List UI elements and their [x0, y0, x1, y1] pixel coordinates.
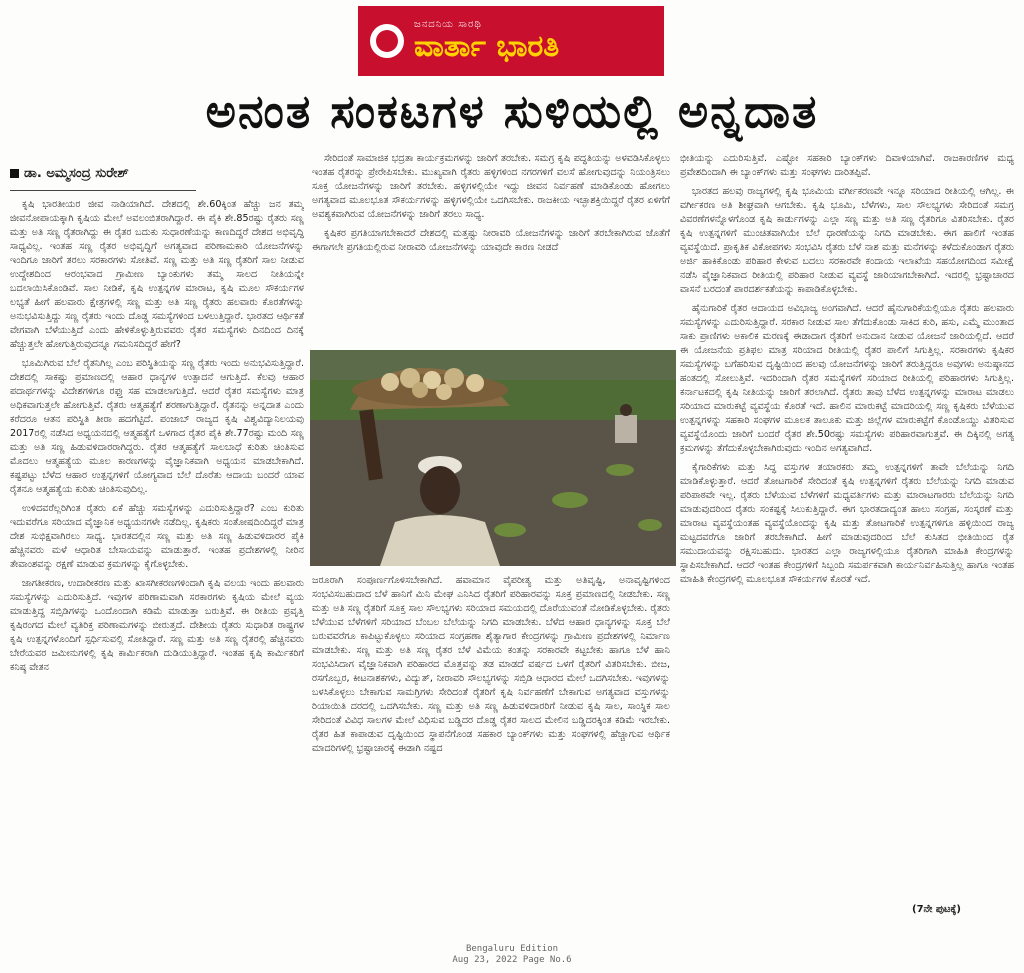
article-headline: ಅನಂತ ಸಂಕಟಗಳ ಸುಳಿಯಲ್ಲಿ ಅನ್ನದಾತ: [205, 84, 819, 138]
newspaper-logo-icon: [370, 24, 404, 58]
byline-bullet-icon: [10, 169, 19, 178]
author-name: ಡಾ. ಅಮ್ಮಸಂದ್ರ ಸುರೇಶ್: [24, 166, 129, 181]
paragraph: ಭೂಮಿಗಿರುವ ಬೆಲೆ ರೈತನಿಗಿಲ್ಲ ಎಂಬ ಪರಿಸ್ಥಿತಿಯನ್ನು ಸಣ್ಣ ರೈತರು ಇಂದು ಅನುಭವಿಸುತ್ತಿದ್ದಾರೆ. ದೇಶದಲ್ಲಿ ಸಾಕಷ್ಟು ಪ್ರಮಾಣದಲ್ಲಿ ಆಹಾರ ಧಾನ್ಯಗಳ ಉತ್ಪಾದನೆ ಆಗುತ್ತಿದೆ. ಕೆಲವು ಆಹಾರ ಪದಾರ್ಥಗಳನ್ನು ವಿದೇಶಗಳಿಗೂ ರಫ್ತು ಸಹ ಮಾಡಲಾಗುತ್ತಿದೆ. ಆದರೆ ರೈತರ ಸಮಸ್ಯೆಗಳು ಮಾತ್ರ ಅಧಿಕವಾಗುತ್ತಲೇ ಹೋಗುತ್ತಿವೆ. ರೈತರು ಆತ್ಮಹತ್ಯೆಗೆ ಶರಣಾಗುತ್ತಿದ್ದಾರೆ. ರೈತನನ್ನು ಅನ್ನದಾತ ಎಂದು ಕರೆದರೂ ಆತನ ಪರಿಸ್ಥಿತಿ ತೀರಾ ಹದಗೆಟ್ಟಿದೆ. ಪಂಜಾಬ್ ರಾಜ್ಯದ ಕೃಷಿ ವಿಶ್ವವಿದ್ಯಾನಿಲಯವು 2017ರಲ್ಲಿ ನಡೆಸಿದ ಅಧ್ಯಯನದಲ್ಲಿ ಆತ್ಮಹತ್ಯೆಗೆ ಒಳಗಾದ ರೈತರ ಪೈಕಿ ಶೇ.77ರಷ್ಟು ಮಂದಿ ಸಣ್ಣ ಮತ್ತು ಅತಿ ಸಣ್ಣ ಹಿಡುವಳಿದಾರರಾಗಿದ್ದರು. ರೈತರ ಆತ್ಮಹತ್ಯೆಗೆ ಸಾಲಬಾಧೆ ಕುರಿತು ಚಿಂತಿಸುವ ಮೊದಲು ಆತ್ಮಹತ್ಯೆಯ ಮೂಲ ಕಾರಣಗಳನ್ನು ವೈಜ್ಞಾನಿಕವಾಗಿ ಅಧ್ಯಯನ ಮಾಡಬೇಕಾಗಿದೆ. ಕಷ್ಟಪಟ್ಟು ಬೆಳೆದ ಆಹಾರ ಉತ್ಪನ್ನಗಳಿಗೆ ಯೋಗ್ಯವಾದ ಬೆಲೆ ದೊರೆತು ಆದಾಯ ಬಂದರೆ ಯಾವ ರೈತನೂ ಆತ್ಮಹತ್ಯೆಯ ಕುರಿತು ಚಿಂತಿಸುವುದಿಲ್ಲ.: [10, 358, 304, 495]
paragraph: ಭಾರತದ ಹಲವು ರಾಜ್ಯಗಳಲ್ಲಿ ಕೃಷಿ ಭೂಮಿಯ ವರ್ಗೀಕರಣವೇ ಇನ್ನೂ ಸರಿಯಾದ ರೀತಿಯಲ್ಲಿ ಆಗಿಲ್ಲ. ಈ ವರ್ಗೀಕರಣ ಅತಿ ಶೀಘ್ರವಾಗಿ ಆಗಬೇಕು. ಕೃಷಿ ಭೂಮಿ, ಬೆಳೆಗಳು, ಸಾಲ ಸೌಲಭ್ಯಗಳು ಸೇರಿದಂತೆ ಸಮಗ್ರ ವಿವರಣೆಗಳನ್ನೊಳಗೊಂಡ ಕೃಷಿ ಕಾರ್ಡುಗಳನ್ನು ಎಲ್ಲಾ ಸಣ್ಣ ಮತ್ತು ಅತಿ ಸಣ್ಣ ರೈತರಿಗೂ ವಿತರಿಸಬೇಕು. ರೈತರ ಕೃಷಿ ಉತ್ಪನ್ನಗಳಿಗೆ ಮುಂಚಿತವಾಗಿಯೇ ಬೆಲೆ ಧಾರಣೆಯನ್ನು ನಿಗದಿ ಮಾಡಬೇಕು. ಈಗ ಹಾಲಿಗೆ ಇಂತಹ ವ್ಯವಸ್ಥೆಯಿದೆ. ಪ್ರಾಕೃತಿಕ ವಿಕೋಪಗಳು ಸಂಭವಿಸಿ ರೈತರು ಬೆಳೆ ನಾಶ ಮತ್ತು ಮನೆಗಳನ್ನು ಕಳೆದುಕೊಂಡಾಗ ರೈತರು ಅರ್ಜಿ ಹಾಕಿಕೊಂಡು ಪರಿಹಾರ ಕೇಳುವ ಬದಲು ಸರಕಾರವೇ ಕಂದಾಯ ಇಲಾಖೆಯ ಸಹಯೋಗದಿಂದ ಸಮೀಕ್ಷೆ ನಡೆಸಿ ವೈಜ್ಞಾನಿಕವಾದ ರೀತಿಯಲ್ಲಿ ಪರಿಹಾರ ನೀಡುವ ವ್ಯವಸ್ಥೆ ಜಾರಿಯಾಗಬೇಕಾಗಿದೆ. ಇದರಲ್ಲಿ ಭ್ರಷ್ಟಾಚಾರದ ವಾಸನೆ ಬರದಂತೆ ಪಾರದರ್ಶಕತೆಯನ್ನು ಕಾಪಾಡಿಕೊಳ್ಳಬೇಕು.: [680, 186, 1014, 295]
article-column-middle-top: [312, 152, 670, 348]
edition-label: Bengaluru Edition: [465, 944, 559, 954]
farmer-carrying-basket-image: [310, 350, 676, 566]
masthead-tagline: ಜನದನಿಯ ಸಾರಥಿ: [414, 18, 482, 30]
paragraph: ಕೃಷಿಕರ ಪ್ರಗತಿಯಾಗಬೇಕಾದರೆ ದೇಶದಲ್ಲಿ ಮತ್ತಷ್ಟು ನೀರಾವರಿ ಯೋಜನೆಗಳನ್ನು ಜಾರಿಗೆ ತರಬೇಕಾಗಿರುವ ಜೊತೆಗೆ ಈಗಾಗಲೇ ಪ್ರಗತಿಯಲ್ಲಿರುವ ನೀರಾವರಿ ಯೋಜನೆಗಳನ್ನು ಯಾವುದೇ ಕಾರಣ ನೀಡದೆ: [312, 228, 670, 253]
paragraph: ಉಳಿದವರೆಲ್ಲರಿಗಿಂತ ರೈತರು ಏಕೆ ಹೆಚ್ಚು ಸಮಸ್ಯೆಗಳನ್ನು ಎದುರಿಸುತ್ತಿದ್ದಾರೆ? ಎಂಬ ಕುರಿತು ಇದುವರೆಗೂ ಸರಿಯಾದ ವೈಜ್ಞಾನಿಕ ಅಧ್ಯಯನಗಳೇ ನಡೆದಿಲ್ಲ. ಕೃಷಿಕರು ಸಂತೋಷದಿಂದಿದ್ದರೆ ಮಾತ್ರ ದೇಶ ಸುಭಿಕ್ಷವಾಗಿರಲು ಸಾಧ್ಯ. ಭಾರತದಲ್ಲಿನ ಸಣ್ಣ ಮತ್ತು ಅತಿ ಸಣ್ಣ ಹಿಡುವಳಿದಾರರ ಪೈಕಿ ಹೆಚ್ಚಿನವರು ಮಳೆ ಆಧಾರಿತ ಬೇಸಾಯವನ್ನು ಮಾಡುತ್ತಾರೆ. ಇಂತಹ ಪ್ರದೇಶಗಳಲ್ಲಿ ನೀರಿನ ತೇವಾಂಶವನ್ನು ರಕ್ಷಣೆ ಮಾಡುವ ಕ್ರಮಗಳನ್ನು ಕೈಗೊಳ್ಳಬೇಕು.: [10, 503, 304, 570]
paragraph: ಕೈಗಾರಿಕೆಗಳು ಮತ್ತು ಸಿದ್ಧ ವಸ್ತುಗಳ ತಯಾರಕರು ತಮ್ಮ ಉತ್ಪನ್ನಗಳಿಗೆ ತಾವೇ ಬೆಲೆಯನ್ನು ನಿಗದಿ ಮಾಡಿಕೊಳ್ಳುತ್ತಾರೆ. ಆದರೆ ತೋಟಗಾರಿಕೆ ಸೇರಿದಂತೆ ಕೃಷಿ ಉತ್ಪನ್ನಗಳಿಗೆ ರೈತರು ಬೆಲೆಯನ್ನು ನಿಗದಿ ಮಾಡುವ ಪರಿಪಾಠವೇ ಇಲ್ಲ. ರೈತರು ಬೆಳೆಯುವ ಬೆಳೆಗಳಿಗೆ ಮಧ್ಯವರ್ತಿಗಳು ಮತ್ತು ಮಾರಾಟಗಾರರು ಬೆಲೆಯನ್ನು ನಿಗದಿ ಮಾಡುವುದರಿಂದ ರೈತರು ಸಂಕಷ್ಟಕ್ಕೆ ಸಿಲುಕುತ್ತಿದ್ದಾರೆ. ಈಗ ಭಾರತದಾದ್ಯಂತ ಹಾಲು ಸಂಗ್ರಹ, ಸಂಸ್ಕರಣೆ ಮತ್ತು ಮಾರಾಟ ವ್ಯವಸ್ಥೆಯಂತಹ ವ್ಯವಸ್ಥೆಯೊಂದನ್ನು ಕೃಷಿ ಮತ್ತು ತೋಟಗಾರಿಕೆ ಉತ್ಪನ್ನಗಳಿಗೂ ಹಳ್ಳಿಯಿಂದ ರಾಜ್ಯ ಮಟ್ಟದವರೆಗೂ ಜಾರಿಗೆ ತರಬೇಕಾಗಿದೆ. ಹೀಗೆ ಮಾಡುವುದರಿಂದ ಬೆಲೆ ಕುಸಿತದ ಭೀತಿಯಿಂದ ರೈತ ಸಮುದಾಯವನ್ನು ರಕ್ಷಿಸಬಹುದು. ಭಾರತದ ಎಲ್ಲಾ ರಾಜ್ಯಗಳಲ್ಲಿಯೂ ರೈತರಿಗಾಗಿ ಮಾಹಿತಿ ಕೇಂದ್ರಗಳನ್ನು ಸ್ಥಾಪಿಸಬೇಕಾಗಿದೆ. ಆದರೆ ಇಂತಹ ಕೇಂದ್ರಗಳಿಗೆ ಸಿಬ್ಬಂದಿ ಸಮರ್ಪಕವಾಗಿ ಕಾರ್ಯನಿರ್ವಹಿಸುತ್ತಿಲ್ಲ ಹಾಗೂ ಇಂತಹ ಮಾಹಿತಿ ಕೇಂದ್ರಗಳಲ್ಲಿ ಮೂಲಭೂತ ಸೌಕರ್ಯಗಳ ಕೊರತೆ ಇದೆ.: [680, 462, 1014, 585]
paragraph: ಜರೂರಾಗಿ ಸಂಪೂರ್ಣಗೊಳಿಸಬೇಕಾಗಿದೆ. ಹವಾಮಾನ ವೈಪರೀತ್ಯ ಮತ್ತು ಅತಿವೃಷ್ಟಿ, ಅನಾವೃಷ್ಟಿಗಳಿಂದ ಸಂಭವಿಸಬಹುದಾದ ಬೆಳೆ ಹಾನಿಗೆ ಮಿನಿ ಮೇಘ ಎನಿಸಿದ ರೈತರಿಗೆ ಪರಿಹಾರವನ್ನು ಸೂಕ್ತ ಪ್ರಮಾಣದಲ್ಲಿ ನೀಡಬೇಕು. ಸಣ್ಣ ಮತ್ತು ಅತಿ ಸಣ್ಣ ರೈತರಿಗೆ ಸೂಕ್ತ ಸಾಲ ಸೌಲಭ್ಯಗಳು ಸರಿಯಾದ ಸಮಯದಲ್ಲಿ ದೊರೆಯುವಂತೆ ನೋಡಿಕೊಳ್ಳಬೇಕು. ರೈತರು ಬೆಳೆಯುವ ಬೆಳೆಗಳಿಗೆ ಸರಿಯಾದ ಬೆಂಬಲ ಬೆಲೆಯನ್ನು ನಿಗದಿ ಮಾಡಬೇಕು. ಬೆಳೆದ ಆಹಾರ ಧಾನ್ಯಗಳನ್ನು ಸೂಕ್ತ ಬೆಲೆ ಬರುವವರೆಗೂ ಕಾಪಿಟ್ಟುಕೊಳ್ಳಲು ಸರಿಯಾದ ಸಂಗ್ರಹಣಾ ಶೈತ್ಯಾಗಾರ ಕೇಂದ್ರಗಳನ್ನು ಗ್ರಾಮೀಣ ಪ್ರದೇಶಗಳಲ್ಲಿ ನಿರ್ಮಾಣ ಮಾಡಬೇಕು. ಸಣ್ಣ ಮತ್ತು ಅತಿ ಸಣ್ಣ ರೈತರ ಬೆಳೆ ವಿಮೆಯ ಕಂತನ್ನು ಸರಕಾರವೇ ಕಟ್ಟಬೇಕು ಹಾಗೂ ಬೆಳೆ ಹಾನಿ ಸಂಭವಿಸಿದಾಗ ವೈಜ್ಞಾನಿಕವಾಗಿ ಪರಿಹಾರದ ಮೊತ್ತವನ್ನು ತಡ ಮಾಡದೆ ವರ್ಷದ ಒಳಗೆ ರೈತರಿಗೆ ವಿತರಿಸಬೇಕು. ಬೀಜ, ರಸಗೊಬ್ಬರ, ಕೀಟನಾಶಕಗಳು, ವಿದ್ಯುತ್, ನೀರಾವರಿ ಸೌಲಭ್ಯಗಳನ್ನು ಸಬ್ಸಿಡಿ ಆಧಾರದ ಮೇಲೆ ಒದಗಿಸಬೇಕು. ಇವುಗಳನ್ನು ಬಳಸಿಕೊಳ್ಳಲು ಬೇಕಾಗುವ ಸಾಮಗ್ರಿಗಳು ಸೇರಿದಂತೆ ರೈತರಿಗೆ ಕೃಷಿ ನಿರ್ವಹಣೆಗೆ ಬೇಕಾಗುವ ಅಗತ್ಯವಾದ ವಸ್ತುಗಳನ್ನು ರಿಯಾಯಿತಿ ದರದಲ್ಲಿ ಒದಗಿಸಬೇಕು. ಸಣ್ಣ ಮತ್ತು ಅತಿ ಸಣ್ಣ ಹಿಡುವಳಿದಾರರಿಗೆ ನೀಡುವ ಕೃಷಿ ಸಾಲ, ಸಾಂಸ್ಥಿಕ ಸಾಲ ಸೇರಿದಂತೆ ವಿವಿಧ ಸಾಲಗಳ ಮೇಲೆ ವಿಧಿಸುವ ಬಡ್ಡಿದರ ದೊಡ್ಡ ರೈತರ ಸಾಲದ ಮೇಲಿನ ಬಡ್ಡಿದರಕ್ಕಿಂತ ಕಡಿಮೆ ಇರಬೇಕು. ರೈತರ ಹಿತ ಕಾಪಾಡುವ ದೃಷ್ಟಿಯಿಂದ ಸ್ಥಾಪನೆಗೊಂಡ ಸಹಕಾರ ಬ್ಯಾಂಕ್‌ಗಳು ಮತ್ತು ಸಂಘಗಳಲ್ಲಿ ಹೆಚ್ಚಾಗುವ ಆರ್ಥಿಕ ಮಾದರಿಗಳಲ್ಲಿ ಭ್ರಷ್ಟಾಚಾರಕ್ಕೆ ಈಡಾಗಿ ನಷ್ಟದ: [312, 575, 670, 754]
continuation-note: (7ನೇ ಪುಟಕ್ಕೆ): [912, 904, 961, 915]
article-column-right: [680, 152, 1014, 900]
byline-divider: [10, 190, 196, 191]
page-footer: [0, 944, 1024, 966]
newspaper-title: ವಾರ್ತಾ ಭಾರತಿ: [414, 28, 560, 64]
article-column-middle-bottom: [312, 574, 670, 942]
paragraph: ಹೈನುಗಾರಿಕೆ ರೈತರ ಆದಾಯದ ಅವಿಭಾಜ್ಯ ಅಂಗವಾಗಿದೆ. ಆದರೆ ಹೈನುಗಾರಿಕೆಯಲ್ಲಿಯೂ ರೈತರು ಹಲವಾರು ಸಮಸ್ಯೆಗಳನ್ನು ಎದುರಿಸುತ್ತಿದ್ದಾರೆ. ಸರಕಾರ ನೀಡುವ ಸಾಲ ತೆಗೆದುಕೊಂಡು ಸಾಕಿದ ಕುರಿ, ಹಸು, ಎಮ್ಮೆ ಮುಂತಾದ ಸಾಕು ಪ್ರಾಣಿಗಳು ಅಕಾಲಿಕ ಮರಣಕ್ಕೆ ಈಡಾದಾಗ ರೈತರಿಗೆ ಅನುದಾನ ನೀಡುವ ಯೋಜನೆ ಜಾರಿಯಲ್ಲಿದೆ. ಆದರೆ ಈ ಯೋಜನೆಯ ಪ್ರತಿಫಲ ಮಾತ್ರ ಸರಿಯಾದ ರೀತಿಯಲ್ಲಿ ರೈತರ ಪಾಲಿಗೆ ಸಿಗುತ್ತಿಲ್ಲ. ಸರಕಾರಗಳು ಕೃಷಿಕರ ಸಮಸ್ಯೆಗಳನ್ನು ಬಗೆಹರಿಸುವ ದೃಷ್ಟಿಯಿಂದ ಹಲವು ಯೋಜನೆಗಳನ್ನು ಜಾರಿಗೆ ತರುತ್ತಿದ್ದರೂ ಅವುಗಳು ಅನುಷ್ಠಾನದ ಹಂತದಲ್ಲಿ ಸೋಲುತ್ತಿವೆ. ಇದರಿಂದಾಗಿ ರೈತರ ಸಮಸ್ಯೆಗಳಿಗೆ ಸರಿಯಾದ ರೀತಿಯಲ್ಲಿ ಪರಿಹಾರಗಳು ಸಿಗುತ್ತಿಲ್ಲ. ಕರ್ನಾಟಕದಲ್ಲಿ ಕೃಷಿ ನೀತಿಯನ್ನು ಜಾರಿಗೆ ತರಲಾಗಿದೆ. ರೈತರು ತಾವು ಬೆಳೆದ ಉತ್ಪನ್ನಗಳನ್ನು ಮಾರಾಟ ಮಾಡಲು ಸರಿಯಾದ ಮಾರುಕಟ್ಟೆ ವ್ಯವಸ್ಥೆಯ ಕೊರತೆ ಇದೆ. ಹಾಲಿನ ಮಾರುಕಟ್ಟೆ ಮಾದರಿಯಲ್ಲಿ ಸಣ್ಣ ಕೃಷಿಕರು ಬೆಳೆಯುವ ಉತ್ಪನ್ನಗಳನ್ನು ಸಹಕಾರಿ ಸಂಘಗಳ ಮೂಲಕ ತಾಲೂಕು ಮತ್ತು ಜಿಲ್ಲೆಗಳ ಮಾರುಕಟ್ಟೆಗೆ ಕೊಂಡೊಯ್ದು ವಿತರಿಸುವ ವ್ಯವಸ್ಥೆಯೊಂದು ಜಾರಿಗೆ ಬಂದರೆ ರೈತರ ಶೇ.50ರಷ್ಟು ಸಮಸ್ಯೆಗಳು ಪರಿಹಾರವಾಗುತ್ತವೆ. ಈ ದಿಕ್ಕಿನಲ್ಲಿ ಅಗತ್ಯ ಕ್ರಮಗಳನ್ನು ತೆಗೆದುಕೊಳ್ಳಬೇಕಾಗಿರುವುದು ಇಂದಿನ ಅಗತ್ಯವಾಗಿದೆ.: [680, 303, 1014, 454]
paragraph: ಭೀತಿಯನ್ನು ಎದುರಿಸುತ್ತಿವೆ. ಎಷ್ಟೋ ಸಹಕಾರಿ ಬ್ಯಾಂಕ್‌ಗಳು ದಿವಾಳಿಯಾಗಿವೆ. ರಾಜಕಾರಣಿಗಳ ಮಧ್ಯ ಪ್ರವೇಶದಿಂದಾಗಿ ಈ ಬ್ಯಾಂಕ್‌ಗಳು ಮತ್ತು ಸಂಘಗಳು ದಾರಿತಪ್ಪಿವೆ.: [680, 153, 1014, 178]
date-page-label: Aug 23, 2022 Page No.6: [452, 955, 572, 965]
article-column-left: [10, 198, 304, 942]
masthead-banner: [358, 6, 664, 76]
paragraph: ಸೇರಿದಂತೆ ಸಾಮಾಜಿಕ ಭದ್ರತಾ ಕಾರ್ಯಕ್ರಮಗಳನ್ನು ಜಾರಿಗೆ ತರಬೇಕು. ಸಮಗ್ರ ಕೃಷಿ ಪದ್ಧತಿಯನ್ನು ಅಳವಡಿಸಿಕೊಳ್ಳಲು ಇಂತಹ ರೈತರನ್ನು ಪ್ರೇರೇಪಿಸಬೇಕು. ಮುಖ್ಯವಾಗಿ ರೈತರು ಹಳ್ಳಿಗಳಿಂದ ನಗರಗಳಿಗೆ ವಲಸೆ ಹೋಗುವುದನ್ನು ನಿಯಂತ್ರಿಸಲು ಸೂಕ್ತ ಯೋಜನೆಗಳನ್ನು ಜಾರಿಗೆ ತರಬೇಕು. ಹಳ್ಳಿಗಳಲ್ಲಿಯೇ ಇದ್ದು ಜೀವನ ನಿರ್ವಹಣೆ ಮಾಡಿಕೊಂಡು ಹೋಗಲು ಅಗತ್ಯವಾದ ಮೂಲಭೂತ ಸೌಕರ್ಯಗಳನ್ನು ಹಳ್ಳಿಗಳಲ್ಲಿಯೇ ಒದಗಿಸಬೇಕು. ರಾಜಕೀಯ ಇಚ್ಛಾಶಕ್ತಿಯಿದ್ದರೆ ರೈತರ ಏಳಿಗೆಗೆ ಅವಶ್ಯಕವಾಗಿರುವ ಯೋಜನೆಗಳನ್ನು ಜಾರಿಗೆ ತರಲು ಸಾಧ್ಯ.: [312, 153, 670, 220]
farmer-photo: [310, 350, 676, 566]
paragraph: ಜಾಗತೀಕರಣ, ಉದಾರೀಕರಣ ಮತ್ತು ಖಾಸಗೀಕರಣಗಳಿಂದಾಗಿ ಕೃಷಿ ವಲಯ ಇಂದು ಹಲವಾರು ಸಮಸ್ಯೆಗಳನ್ನು ಎದುರಿಸುತ್ತಿದೆ. ಇವುಗಳ ಪರಿಣಾಮವಾಗಿ ಸರಕಾರಗಳು ಕೃಷಿಯ ಮೇಲೆ ವ್ಯಯ ಮಾಡುತ್ತಿದ್ದ ಸಬ್ಸಿಡಿಗಳನ್ನು ಒಂದೊಂದಾಗಿ ಕಡಿಮೆ ಮಾಡುತ್ತಾ ಬರುತ್ತಿವೆ. ಈ ರೀತಿಯ ಪ್ರವೃತ್ತಿ ಕೃಷಿರಂಗದ ಮೇಲೆ ವ್ಯತಿರಿಕ್ತ ಪರಿಣಾಮಗಳನ್ನು ಬೀರುತ್ತದೆ. ದೇಶೀಯ ರೈತರು ಸುಧಾರಿತ ರಾಷ್ಟ್ರಗಳ ಕೃಷಿ ಉತ್ಪನ್ನಗಳೊಂದಿಗೆ ಸ್ಪರ್ಧಿಸುವಲ್ಲಿ ಸೋತಿದ್ದಾರೆ. ಸಣ್ಣ ಮತ್ತು ಅತಿ ಸಣ್ಣ ರೈತರಲ್ಲಿ ಹೆಚ್ಚಿನವರು ಬೇರೆಯವರ ಜಮೀನುಗಳಲ್ಲಿ ಕೃಷಿ ಕಾರ್ಮಿಕರಾಗಿ ದುಡಿಯುತ್ತಿದ್ದಾರೆ. ಇಂತಹ ಕೃಷಿ ಕಾರ್ಮಿಕರಿಗೆ ಕನಿಷ್ಠ ವೇತನ: [10, 578, 304, 673]
byline: [10, 166, 206, 181]
paragraph: ಕೃಷಿ ಭಾರತೀಯರ ಜೀವ ನಾಡಿಯಾಗಿದೆ. ದೇಶದಲ್ಲಿ ಶೇ.60ಕ್ಕಿಂತ ಹೆಚ್ಚು ಜನ ತಮ್ಮ ಜೀವನೋಪಾಯಕ್ಕಾಗಿ ಕೃಷಿಯ ಮೇಲೆ ಅವಲಂಬಿತರಾಗಿದ್ದಾರೆ. ಈ ಪೈಕಿ ಶೇ.85ರಷ್ಟು ರೈತರು ಸಣ್ಣ ಮತ್ತು ಅತಿ ಸಣ್ಣ ರೈತರಾಗಿದ್ದು ಈ ರೈತರ ಬದುಕು ಸುಧಾರಣೆಯನ್ನು ಕಾಣದಿದ್ದರೆ ದೇಶದ ಅಭಿವೃದ್ಧಿ ಸಾಧ್ಯವಿಲ್ಲ. ಇಂತಹ ಸಣ್ಣ ರೈತರ ಅಭಿವೃದ್ಧಿಗೆ ಅಗತ್ಯವಾದ ಪರಿಣಾಮಕಾರಿ ಯೋಜನೆಗಳನ್ನು ಇಂದಿಗೂ ಜಾರಿಗೆ ತರಲು ಸರಕಾರಗಳು ಸೋತಿವೆ. ಸಣ್ಣ ಮತ್ತು ಅತಿ ಸಣ್ಣ ರೈತರಿಗೆ ಸಾಲ ನೀಡುವ ಉದ್ದೇಶದಿಂದ ಆರಂಭವಾದ ಗ್ರಾಮೀಣ ಬ್ಯಾಂಕುಗಳು ತಮ್ಮ ಸಾಲದ ನೀತಿಯನ್ನೇ ಬದಲಾಯಿಸಿಕೊಂಡಿವೆ. ಸಾಲ ನೀಡಿಕೆ, ಕೃಷಿ ಉತ್ಪನ್ನಗಳ ಮಾರಾಟ, ಕೃಷಿ ಮೂಲ ಸೌಕರ್ಯಗಳ ಲಭ್ಯತೆ ಹೀಗೆ ಹಲವಾರು ಕ್ಷೇತ್ರಗಳಲ್ಲಿ ಸಣ್ಣ ಮತ್ತು ಅತಿ ಸಣ್ಣ ರೈತರು ಹಲವಾರು ಕೊರತೆಗಳನ್ನು ಅನುಭವಿಸುತ್ತಿದ್ದು ಸಣ್ಣ ರೈತರು ಇಂದು ದೊಡ್ಡ ಸಮಸ್ಯೆಗಳಿಂದ ಬಳಲುತ್ತಿದ್ದಾರೆ. ಭಾರತದ ಆರ್ಥಿಕತೆ ವೇಗವಾಗಿ ಬೆಳೆಯುತ್ತಿದೆ ಎಂದು ಹೇಳಿಕೊಳ್ಳುತ್ತಿರುವವರು ರೈತರ ಸಮಸ್ಯೆಗಳು ದಿನದಿಂದ ದಿನಕ್ಕೆ ಹೆಚ್ಚುತ್ತಲೇ ಹೋಗುತ್ತಿರುವುದನ್ನೂ ಗಮನಿಸದಿದ್ದರೆ ಹೇಗೆ?: [10, 199, 304, 350]
